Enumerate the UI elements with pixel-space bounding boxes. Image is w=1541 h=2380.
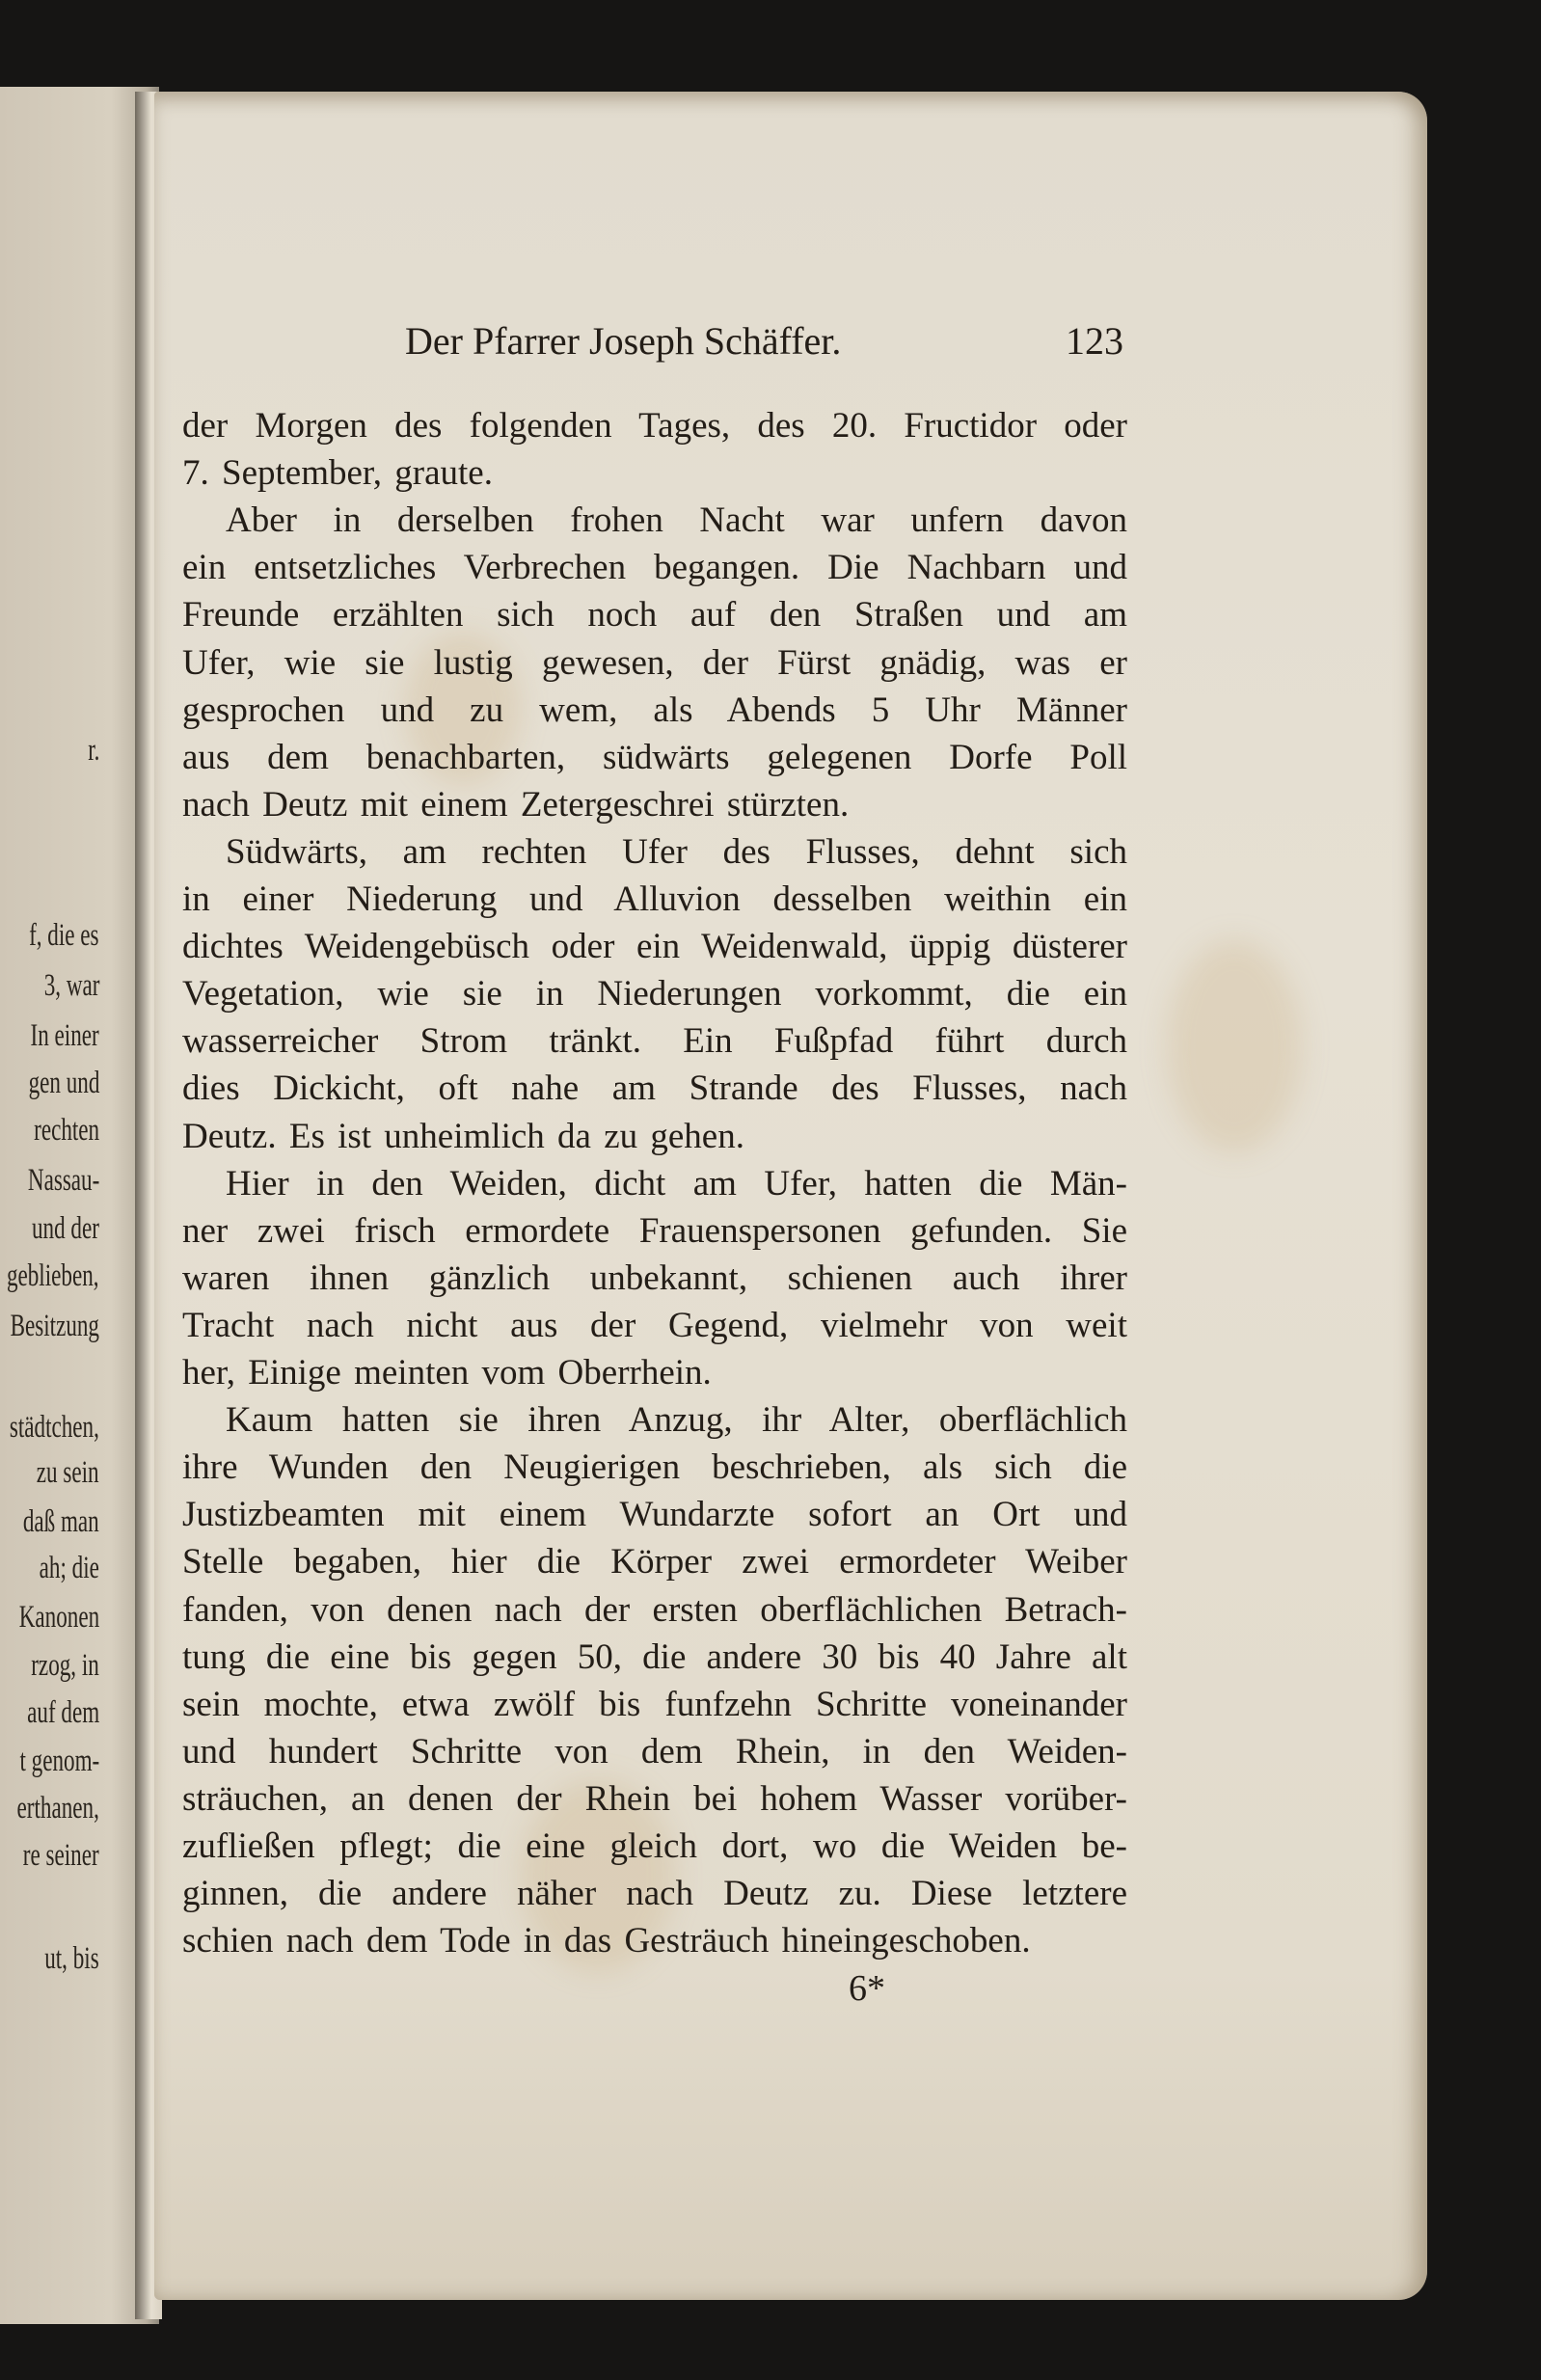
left-page-line: Kanonen <box>18 1600 99 1635</box>
text-line: dichtes Weidengebüsch oder ein Weidenwald, üppig düsterer <box>182 927 1127 967</box>
text-line: der Morgen des folgenden Tages, des 20. Fructidor oder <box>182 406 1127 446</box>
left-page-line: Besitzung <box>10 1309 99 1343</box>
paper-stain <box>1167 940 1302 1152</box>
text-line: wasserreicher Strom tränkt. Ein Fußpfad führt durch <box>182 1021 1127 1062</box>
left-page-line: r. <box>87 733 99 768</box>
text-line: her, Einige meinten vom Oberrhein. <box>182 1353 712 1393</box>
text-line: in einer Niederung und Alluvion desselben weithin ein <box>182 879 1127 919</box>
text-line: gesprochen und zu wem, als Abends 5 Uhr Männer <box>182 690 1127 730</box>
left-page-line: städtchen, <box>9 1410 99 1445</box>
text-line: Deutz. Es ist unheimlich da zu gehen. <box>182 1116 744 1156</box>
left-page-line: und der <box>32 1211 99 1246</box>
text-line: Aber in derselben frohen Nacht war unfern davon <box>226 500 1127 541</box>
left-page-line: zu sein <box>37 1455 99 1490</box>
text-line: zufließen pflegt; die eine gleich dort, wo die Weiden be- <box>182 1826 1127 1866</box>
left-page-line: In einer <box>30 1018 99 1053</box>
left-page-line: auf dem <box>26 1695 99 1730</box>
left-page-line: ut, bis <box>44 1941 99 1976</box>
left-page-line: erthanen, <box>16 1791 99 1826</box>
left-page-line: ah; die <box>39 1551 99 1585</box>
text-line: nach Deutz mit einem Zetergeschrei stürzten. <box>182 784 850 825</box>
text-line: ihre Wunden den Neugierigen beschrieben, als sich die <box>182 1447 1127 1488</box>
left-page-line: rzog, in <box>31 1648 99 1683</box>
text-line: waren ihnen gänzlich unbekannt, schienen auch ihrer <box>182 1258 1127 1298</box>
left-page-line: gen und <box>28 1066 99 1100</box>
text-line: Stelle begaben, hier die Körper zwei ermordeter Weiber <box>182 1542 1127 1582</box>
text-line: Kaum hatten sie ihren Anzug, ihr Alter, oberflächlich <box>226 1400 1127 1441</box>
text-line: dies Dickicht, oft nahe am Strande des Flusses, nach <box>182 1068 1127 1109</box>
signature-mark: 6* <box>849 1968 885 2009</box>
left-page-line: f, die es <box>29 918 99 953</box>
left-page-line: Nassau- <box>27 1163 99 1198</box>
text-line: sein mochte, etwa zwölf bis funfzehn Schritte voneinander <box>182 1684 1127 1724</box>
text-line: Ufer, wie sie lustig gewesen, der Fürst gnädig, was er <box>182 642 1127 683</box>
left-page-line: re seiner <box>23 1838 99 1873</box>
left-page-line: geblieben, <box>7 1258 99 1293</box>
text-line: fanden, von denen nach der ersten oberflächlichen Betrach- <box>182 1589 1127 1630</box>
text-line: Südwärts, am rechten Ufer des Flusses, dehnt sich <box>226 831 1127 872</box>
text-line: 7. September, graute. <box>182 453 493 494</box>
text-line: ner zwei frisch ermordete Frauenspersonen gefunden. Sie <box>182 1210 1127 1251</box>
text-line: Hier in den Weiden, dicht am Ufer, hatten die Män- <box>226 1163 1127 1204</box>
text-line: ein entsetzliches Verbrechen begangen. Die Nachbarn und <box>182 548 1127 588</box>
text-line: Freunde erzählten sich noch auf den Straßen und am <box>182 595 1127 636</box>
left-page-line: 3, war <box>43 968 99 1003</box>
left-page-line: daß man <box>23 1504 99 1539</box>
running-header: Der Pfarrer Joseph Schäffer. <box>405 319 842 363</box>
text-line: tung die eine bis gegen 50, die andere 30 bis 40 Jahre alt <box>182 1636 1127 1677</box>
page-number: 123 <box>1066 319 1123 363</box>
text-line: Vegetation, wie sie in Niederungen vorkommt, die ein <box>182 974 1127 1014</box>
text-line: ginnen, die andere näher nach Deutz zu. Diese letztere <box>182 1874 1127 1914</box>
text-line: aus dem benachbarten, südwärts gelegenen Dorfe Poll <box>182 737 1127 777</box>
text-line: Tracht nach nicht aus der Gegend, vielmehr von weit <box>182 1305 1127 1345</box>
text-line: und hundert Schritte von dem Rhein, in den Weiden- <box>182 1731 1127 1771</box>
left-page-line: t genom- <box>19 1744 99 1778</box>
text-line: Justizbeamten mit einem Wundarzte sofort an Ort und <box>182 1495 1127 1535</box>
text-line: schien nach dem Tode in das Gesträuch hineingeschoben. <box>182 1921 1031 1961</box>
left-page-line: rechten <box>34 1113 99 1148</box>
text-line: sträuchen, an denen der Rhein bei hohem Wasser vorüber- <box>182 1778 1127 1819</box>
